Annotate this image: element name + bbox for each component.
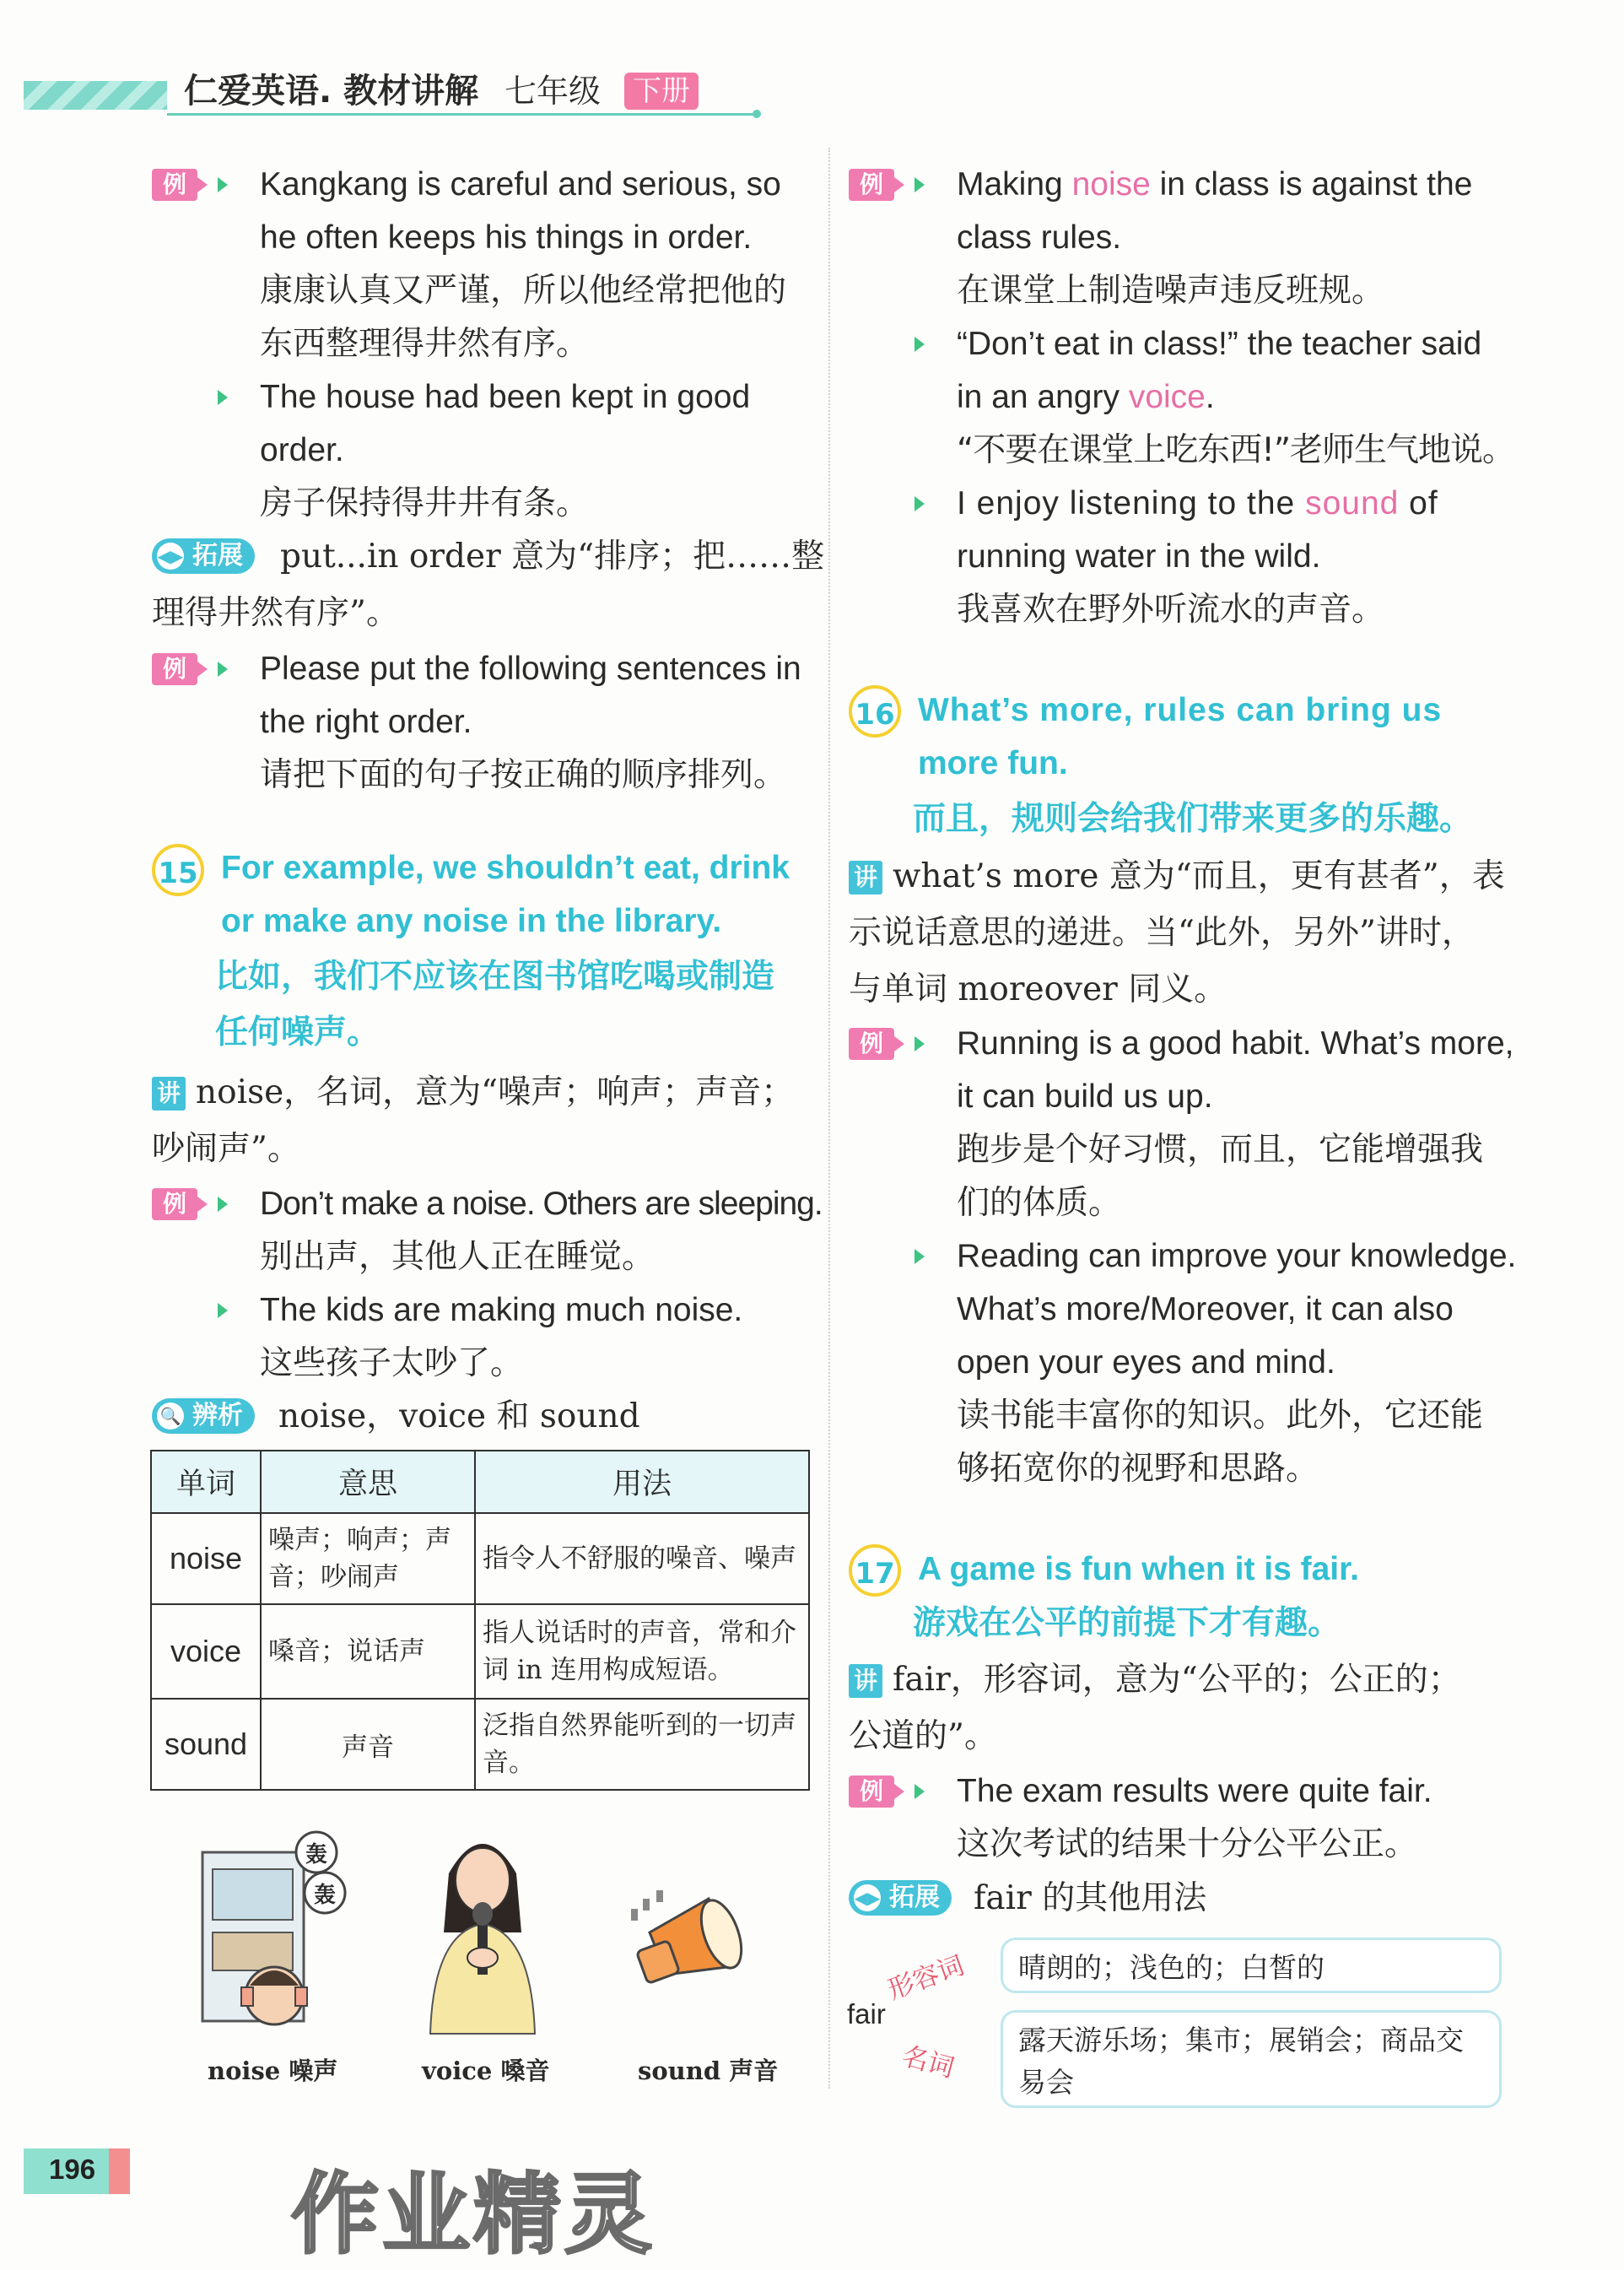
- example-sentence-en: order.: [260, 432, 344, 468]
- explain-text: 示说话意思的递进。当“此外，另外”讲时，: [849, 914, 1475, 952]
- table-row: [151, 1513, 809, 1604]
- table-cell-meaning: 噪声；响声；声音；吵闹声: [261, 1513, 475, 1604]
- bullet-icon: [218, 1303, 228, 1318]
- extension-text: 理得井然有序”。: [152, 594, 399, 632]
- example-sentence-en: Kangkang is careful and serious, so: [260, 166, 781, 203]
- table-cell-usage: 指人说话时的声音，常和介词 in 连用构成短语。: [475, 1604, 809, 1699]
- extension-text: fair 的其他用法: [974, 1879, 1207, 1917]
- page-number: 196: [49, 2154, 96, 2185]
- example-sentence-zh: 读书能丰富你的知识。此外，它还能: [957, 1397, 1484, 1435]
- example-sentence-en: What’s more/Moreover, it can also: [957, 1291, 1454, 1327]
- bullet-icon: [915, 1036, 925, 1051]
- sound-effect-text: 轰: [314, 1883, 337, 1908]
- example-sentence-zh: 请把下面的句子按正确的顺序排列。: [260, 756, 787, 794]
- example-sentence-en: Running is a good habit. What’s more,: [957, 1025, 1514, 1062]
- example-sentence-zh: 东西整理得井然有序。: [260, 325, 590, 363]
- example-tag: 例: [849, 1775, 894, 1808]
- diagram-branch-label-noun: 名词: [898, 2040, 958, 2084]
- diagram-box-noun-line: 露天游乐场；集市；展销会；商品交: [1018, 2024, 1464, 2057]
- megaphone-icon: [624, 1882, 751, 2008]
- explain-text: 吵闹声”。: [152, 1130, 300, 1168]
- extension-text: put...in order 意为“排序；把……整: [280, 538, 825, 576]
- example-sentence-en: open your eyes and mind.: [957, 1344, 1335, 1381]
- header-title: 仁爱英语. 教材讲解: [184, 72, 479, 111]
- header-grade: 七年级: [504, 73, 602, 110]
- watermark: 作业精灵: [291, 2163, 656, 2266]
- example-sentence-zh: 够拓宽你的视野和思路。: [957, 1450, 1319, 1488]
- table-cell-meaning: 声音: [261, 1699, 475, 1790]
- table-row: [151, 1699, 809, 1790]
- diagram-root-word: fair: [847, 1998, 886, 2029]
- example-sentence-en: the right order.: [260, 704, 472, 740]
- example-tag: 例: [152, 169, 197, 201]
- bullet-icon: [915, 337, 925, 352]
- key-sentence-en: more fun.: [918, 745, 1068, 781]
- table-cell-usage: 指令人不舒服的噪音、噪声: [475, 1513, 809, 1604]
- example-tag: 例: [152, 653, 197, 685]
- comparison-table: [150, 1450, 810, 1791]
- table-cell-word: noise: [151, 1513, 261, 1604]
- extension-tag: ◀▶ 拓展: [152, 538, 255, 574]
- example-sentence-zh: 康康认真又严谨，所以他经常把他的: [260, 272, 787, 310]
- bullet-icon: [218, 662, 228, 677]
- bullet-icon: [218, 1197, 228, 1212]
- extension-icon: ◀▶: [854, 1884, 881, 1911]
- example-sentence-zh: 们的体质。: [957, 1184, 1122, 1222]
- example-tag: 例: [849, 1028, 894, 1060]
- key-sentence-en: What’s more, rules can bring us: [918, 692, 1443, 728]
- bullet-icon: [218, 177, 228, 192]
- illustration-noise: [194, 1827, 354, 2038]
- right-column: [830, 0, 1623, 2257]
- illustration-sound: [624, 1882, 751, 2008]
- header-volume-badge: 下册: [624, 73, 699, 110]
- sentence-number: 16: [849, 685, 901, 738]
- distinction-tag: 🔍 辨析: [152, 1398, 255, 1434]
- example-sentence-zh: “不要在课堂上吃东西!”老师生气地说。: [957, 431, 1515, 469]
- key-sentence-en: A game is fun when it is fair.: [918, 1551, 1359, 1587]
- bullet-icon: [915, 1784, 925, 1799]
- explain-tag: 讲: [849, 861, 882, 894]
- example-sentence-en: class rules.: [957, 219, 1122, 256]
- keyword: sound: [1305, 485, 1400, 522]
- illustration-caption: voice 嗓音: [422, 2057, 550, 2085]
- extension-tag: ◀▶ 拓展: [849, 1880, 952, 1916]
- example-sentence-zh: 在课堂上制造噪声违反班规。: [957, 272, 1385, 310]
- diagram-branch-label-adj: 形容词: [883, 1949, 968, 2006]
- example-sentence-en: “Don’t eat in class!” the teacher said: [957, 326, 1482, 362]
- noisy-building-image: [194, 1827, 354, 2038]
- illustration-caption: noise 噪声: [208, 2057, 338, 2085]
- explain-tag: 讲: [849, 1664, 882, 1698]
- example-sentence-en: Don’t make a noise. Others are sleeping.: [260, 1186, 823, 1222]
- explain-text: 公道的”。: [849, 1717, 997, 1755]
- keyword: voice: [1128, 379, 1206, 415]
- diagram-box-noun: [1001, 2010, 1502, 2108]
- singing-girl-image: [415, 1823, 550, 2038]
- table-header: 用法: [475, 1451, 809, 1513]
- illustration-caption: sound 声音: [638, 2057, 779, 2085]
- diagram-box-noun-line: 易会: [1018, 2066, 1074, 2099]
- explain-text: what’s more 意为“而且，更有甚者”，表: [893, 857, 1505, 895]
- example-sentence-en: The kids are making much noise.: [260, 1292, 743, 1328]
- table-header: 单词: [151, 1451, 261, 1513]
- page-number-tab: [24, 2148, 130, 2194]
- illustration-voice: [415, 1823, 550, 2038]
- example-sentence-en: The exam results were quite fair.: [957, 1773, 1432, 1809]
- sentence-number: 17: [849, 1544, 901, 1597]
- example-sentence-en: Reading can improve your knowledge.: [957, 1238, 1517, 1274]
- example-sentence-en: running water in the wild.: [957, 538, 1321, 575]
- bullet-icon: [915, 496, 925, 511]
- bullet-icon: [915, 1249, 925, 1264]
- table-cell-meaning: 嗓音；说话声: [261, 1604, 475, 1699]
- example-sentence-en: he often keeps his things in order.: [260, 219, 753, 256]
- table-cell-word: sound: [151, 1699, 261, 1790]
- example-sentence-en: in an angry voice.: [957, 379, 1215, 415]
- key-sentence-en: or make any noise in the library.: [221, 903, 722, 939]
- bullet-icon: [218, 390, 228, 405]
- distinction-text: noise，voice 和 sound: [278, 1397, 640, 1435]
- example-sentence-en: I enjoy listening to the sound of: [957, 485, 1438, 522]
- example-sentence-zh: 我喜欢在野外听流水的声音。: [957, 591, 1385, 629]
- example-sentence-en: The house had been kept in good: [260, 379, 751, 415]
- table-header: 意思: [261, 1451, 475, 1513]
- explain-text: 与单词 moreover 同义。: [849, 970, 1227, 1008]
- example-sentence-en: it can build us up.: [957, 1078, 1213, 1115]
- key-sentence-zh: 比如，我们不应该在图书馆吃喝或制造: [215, 958, 775, 996]
- sound-effect-text: 轰: [305, 1842, 328, 1867]
- explain-tag: 讲: [152, 1077, 186, 1111]
- sentence-number: 15: [152, 844, 204, 896]
- example-sentence-zh: 跑步是个好习惯，而且，它能增强我: [957, 1131, 1484, 1169]
- diagram-box-adj: 晴朗的；浅色的；白皙的: [1001, 1938, 1502, 1993]
- example-sentence-zh: 房子保持得井井有条。: [260, 484, 590, 522]
- key-sentence-zh: 而且，规则会给我们带来更多的乐趣。: [913, 800, 1473, 838]
- explain-text: noise，名词，意为“噪声；响声；声音；: [196, 1073, 795, 1111]
- table-row: [151, 1604, 809, 1699]
- extension-icon: ◀▶: [157, 543, 184, 570]
- example-tag: 例: [152, 1188, 197, 1220]
- magnifier-icon: 🔍: [157, 1403, 184, 1430]
- table-header-row: [151, 1451, 809, 1513]
- example-sentence-zh: 这些孩子太吵了。: [260, 1344, 524, 1382]
- explain-text: fair，形容词，意为“公平的；公正的；: [893, 1661, 1461, 1699]
- example-sentence-en: Please put the following sentences in: [260, 651, 801, 687]
- key-sentence-en: For example, we shouldn’t eat, drink: [221, 850, 790, 886]
- table-cell-word: voice: [151, 1604, 261, 1699]
- example-sentence-zh: 这次考试的结果十分公平公正。: [957, 1825, 1418, 1863]
- example-sentence-en: Making noise in class is against the: [957, 166, 1473, 203]
- keyword: noise: [1071, 166, 1151, 203]
- bullet-icon: [915, 177, 925, 192]
- example-sentence-zh: 别出声，其他人正在睡觉。: [260, 1238, 656, 1276]
- key-sentence-zh: 游戏在公平的前提下才有趣。: [913, 1604, 1341, 1642]
- example-tag: 例: [849, 169, 894, 201]
- key-sentence-zh: 任何噪声。: [215, 1013, 380, 1051]
- table-cell-usage: 泛指自然界能听到的一切声音。: [475, 1699, 809, 1790]
